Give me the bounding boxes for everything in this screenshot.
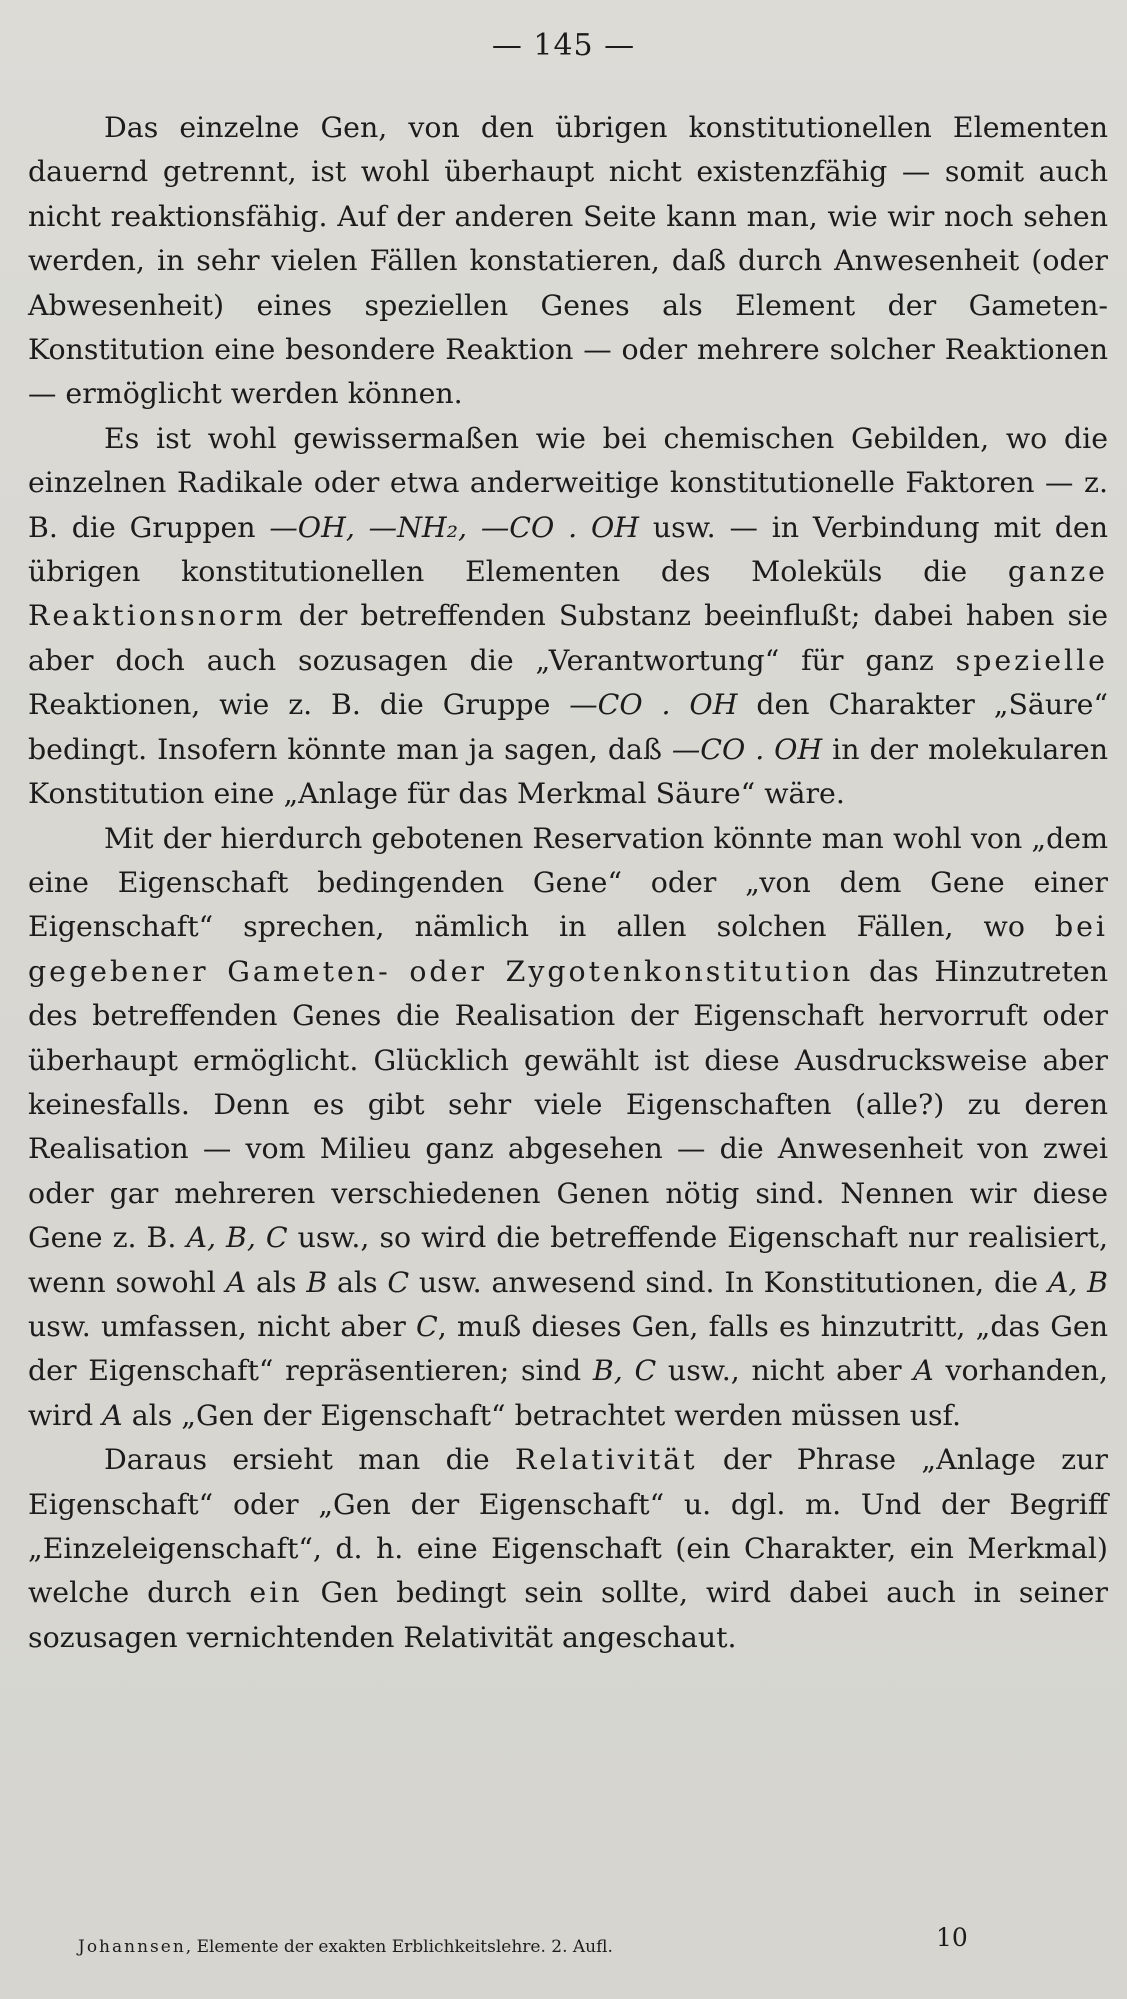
spaced-emphasis-text: bei gegebener Gameten- oder Zygotenkonstitution	[28, 910, 1108, 988]
text-segment: als	[327, 1265, 388, 1299]
italic-formula-text: C	[416, 1309, 438, 1343]
italic-formula-text: —OH, —NH₂, —CO . OH	[269, 510, 640, 544]
italic-formula-text: C	[387, 1265, 410, 1299]
text-segment: Reaktionen, wie z. B. die Gruppe	[28, 688, 570, 722]
text-segment: vorhanden, wird	[28, 1354, 1109, 1432]
italic-formula-text: B, C	[592, 1354, 657, 1388]
text-segment: Das einzelne Gen, von den übrigen konstitutionellen Elementen dauernd getrennt, ist wohl überhaupt nicht existenzfähig — somit auch nicht reaktionsfähig. Auf der anderen Seite kann man, wie wir noch sehen werden, in sehr vielen Fällen konstatieren, daß durch Anwesenheit (oder Abwesenheit) eines speziellen Genes als Element der Gameten-Konstitution eine besondere Reaktion — oder mehrere solcher Reaktionen — ermöglicht werden können.	[28, 111, 1108, 411]
paragraph	[28, 817, 1108, 1439]
spaced-emphasis-text: Relativität	[515, 1443, 698, 1477]
italic-formula-text: —CO . OH	[569, 688, 738, 722]
text-segment: als „Gen der Eigenschaft“ betrachtet werden müssen usf.	[122, 1398, 962, 1432]
text-segment: den Charakter „Säure“ bedingt. Insofern könnte man ja sagen, daß	[28, 688, 1108, 766]
paragraph	[28, 106, 1108, 417]
text-segment: usw. — in Verbindung mit den übrigen konstitutionellen Elementen des Moleküls die	[28, 510, 1108, 589]
text-segment: Es ist wohl gewissermaßen wie bei chemischen Gebilden, wo die einzelnen Radikale oder etwa anderweitige konstitutionelle Faktoren — z. B. die Gruppen	[28, 421, 1108, 544]
text-segment: Daraus ersieht man die	[104, 1443, 516, 1477]
italic-formula-text: A	[225, 1265, 247, 1299]
text-segment: Gen bedingt sein sollte, wird dabei auch in seiner sozusagen vernichtenden Relativität angeschaut.	[28, 1576, 1109, 1654]
text-segment: als	[246, 1265, 307, 1299]
text-segment: , muß dieses Gen, falls es hinzutritt, „das Gen der Eigenschaft“ repräsentieren; sind	[28, 1309, 1108, 1388]
text-segment: usw. anwesend sind. In Konstitutionen, die	[409, 1265, 1048, 1299]
text-segment: das Hinzutreten des betreffenden Genes die Realisation der Eigenschaft hervorruft oder überhaupt ermöglicht. Glücklich gewählt ist diese Ausdrucksweise aber keinesfalls. Denn es gibt sehr viele Eigenschaften (alle?) zu deren Realisation — vom Milieu ganz abgesehen — die Anwesenheit von zwei oder gar mehreren verschiedenen Genen nötig sind. Nennen wir diese Gene z. B.	[28, 954, 1108, 1255]
italic-formula-text: B	[306, 1265, 328, 1299]
spaced-emphasis-text: ein	[249, 1576, 303, 1610]
footer-book-title: , Elemente der exakten Erblichkeitslehre. 2. Aufl.	[185, 1937, 613, 1957]
page-footer	[78, 1923, 1078, 1957]
italic-formula-text: A	[913, 1354, 934, 1388]
text-segment: usw., so wird die betreffende Eigenschaft nur realisiert, wenn sowohl	[28, 1221, 1109, 1299]
footer-author: Johannsen	[78, 1937, 186, 1957]
text-segment: der Phrase „Anlage zur Eigenschaft“ oder „Gen der Eigenschaft“ u. dgl. m. Und der Begriff „Einzeleigenschaft“, d. h. eine Eigenschaft (ein Charakter, ein Merkmal) welche durch	[28, 1443, 1108, 1610]
text-segment: in der molekularen Konstitution eine „Anlage für das Merkmal Säure“ wäre.	[28, 732, 1108, 811]
text-segment: Mit der hierdurch gebotenen Reservation könnte man wohl von „dem eine Eigenschaft bedingenden Gene“ oder „von dem Gene einer Eigenschaft“ sprechen, nämlich in allen solchen Fällen, wo	[28, 821, 1108, 944]
paragraph	[28, 417, 1108, 817]
spaced-emphasis-text: ganze Reaktionsnorm	[28, 555, 1108, 633]
body-text	[28, 106, 1108, 1660]
paragraph	[28, 1438, 1108, 1660]
italic-formula-text: A, B, C	[186, 1221, 288, 1255]
italic-formula-text: A, B	[1047, 1265, 1108, 1299]
page-number: — 145 —	[491, 28, 636, 63]
signature-number: 10	[936, 1923, 968, 1952]
text-segment: der betreffenden Substanz beeinflußt; dabei haben sie aber doch auch sozusagen die „Verantwortung“ für ganz	[28, 599, 1108, 677]
text-segment: usw. umfassen, nicht aber	[28, 1309, 417, 1343]
spaced-emphasis-text: spezielle	[955, 643, 1108, 677]
italic-formula-text: A	[102, 1398, 123, 1432]
italic-formula-text: —CO . OH	[671, 732, 823, 766]
text-segment: usw., nicht aber	[656, 1354, 914, 1388]
